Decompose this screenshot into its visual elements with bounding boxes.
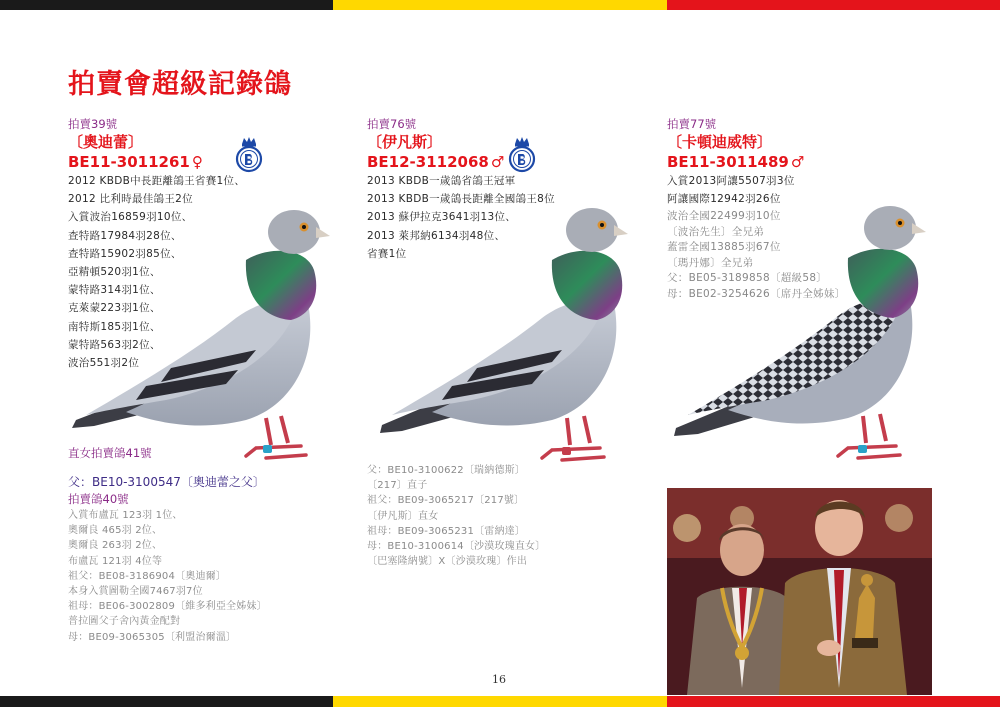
record-line: 入賞2013阿讓5507羽3位 — [667, 175, 795, 187]
kbdb-logo-icon — [505, 135, 539, 173]
pedigree-line: 父：BE05-3189858〔超級58〕 — [667, 272, 828, 285]
record-line: 2012 KBDB中長距離鴿王省賽1位、 — [68, 175, 246, 187]
pedigree-line: 〔217〕直子 — [367, 480, 428, 492]
stripe-yellow — [333, 0, 666, 10]
page-number: 16 — [492, 673, 506, 686]
pedigree-line: 〔波治先生〕全兄弟 — [667, 225, 765, 238]
record-line: 2013 KBDB一歲鴿省鴿王冠軍 — [367, 175, 516, 187]
pedigree-line: 〔瑪丹娜〕全兄弟 — [667, 256, 754, 269]
record-line: 克萊蒙223羽1位、 — [68, 302, 161, 315]
record-line: 2013 蘇伊拉克3641羽13位、 — [367, 211, 517, 224]
ring-number — [667, 152, 846, 172]
male-sex-icon: ♂ — [490, 153, 505, 171]
lot-number: 拍賣39號 — [68, 117, 118, 131]
record-line: 阿讓國際12942羽26位 — [667, 193, 781, 206]
pedigree-line: 波治全國22499羽10位 — [667, 210, 781, 223]
pedigree-block — [367, 463, 545, 569]
pedigree-line: 入賞布盧瓦 123羽 1位、 — [68, 510, 183, 521]
record-line: 2013 萊邦納6134羽48位、 — [367, 229, 506, 242]
pedigree-line: 奧爾良 465羽 2位、 — [68, 525, 163, 537]
ring-text: BE12-3112068 — [367, 153, 489, 171]
page-title: 拍賣會超級記錄鴿 — [68, 69, 292, 100]
stripe-black — [0, 0, 333, 10]
kbdb-logo-icon — [232, 135, 266, 173]
top-stripe — [0, 0, 1000, 10]
pigeon-image-cotton-de-witte — [668, 198, 938, 470]
record-line: 亞精頓520羽1位、 — [68, 266, 161, 279]
pedigree-line: 蓋雷全國13885羽67位 — [667, 241, 781, 254]
photo-scene — [667, 488, 932, 695]
ring-text: BE11-3011489 — [667, 153, 789, 171]
stripe-red — [667, 0, 1000, 10]
ring-number — [68, 152, 245, 172]
record-line: 查特路15902羽85位、 — [68, 247, 182, 260]
pedigree-line: 〔伊凡斯〕直女 — [367, 510, 439, 522]
record-line: 查特路17984羽28位、 — [68, 229, 182, 242]
pedigree-line: 祖母：BE09-3065231〔雷納達〕 — [367, 525, 526, 537]
daughter-pedigree — [68, 508, 267, 645]
record-line: 波治551羽2位 — [68, 357, 140, 370]
record-line: 蒙特路563羽2位、 — [68, 338, 161, 351]
pigeon-name: 〔卡頓迪威特〕 — [667, 133, 773, 151]
pedigree-line: 母：BE10-3100614〔沙漠玫瑰直女〕 — [367, 541, 546, 553]
bottom-stripe — [0, 696, 1000, 707]
record-line: 入賞波治16859羽10位、 — [68, 211, 193, 224]
pedigree-line: 〔巴塞隆納號〕X〔沙漠玫瑰〕作出 — [367, 556, 528, 568]
pedigree-line: 祖母：BE06-3002809〔維多利亞全姊妹〕 — [68, 601, 267, 613]
male-sex-icon: ♂ — [790, 153, 805, 171]
pedigree-line: 父：BE10-3100622〔瑞納德斯〕 — [367, 465, 526, 476]
pigeon-image-audrey — [66, 200, 336, 472]
pedigree-line: 祖父：BE08-3186904〔奧迪爾〕 — [68, 570, 227, 582]
stripe-red — [667, 696, 1000, 707]
record-line: 省賽1位 — [367, 247, 407, 260]
record-line: 2012 比利時最佳鴿王2位 — [68, 193, 193, 206]
father-line: 父：BE10-3100547〔奧迪蕾之父〕 — [68, 475, 265, 489]
pedigree-line: 母：BE09-3065305〔利盟治爾溫〕 — [68, 631, 237, 643]
pedigree-line: 母：BE02-3254626〔席丹全姊妹〕 — [667, 287, 846, 300]
female-sex-icon: ♀ — [191, 153, 203, 171]
lot-number: 拍賣76號 — [367, 117, 417, 131]
pigeon-name: 〔伊凡斯〕 — [367, 133, 443, 151]
record-line: 蒙特路314羽1位、 — [68, 284, 161, 297]
pedigree-line: 本身入賞圖勒全國7467羽7位 — [68, 586, 203, 598]
lot-40-label: 拍賣鴿40號 — [68, 492, 129, 506]
lot-number: 拍賣77號 — [667, 117, 717, 131]
ring-text: BE11-3011261 — [68, 153, 190, 171]
pedigree-line: 奧爾良 263羽 2位、 — [68, 540, 163, 552]
pedigree-line: 祖父：BE09-3065217〔217號〕 — [367, 495, 525, 507]
pedigree-line: 布盧瓦 121羽 4位等 — [68, 555, 163, 567]
pigeon-image-evans — [372, 200, 642, 472]
pigeon-name: 〔奧迪蕾〕 — [68, 133, 144, 151]
daughter-lot-title: 直女拍賣鴿41號 — [68, 446, 152, 460]
stripe-black — [0, 696, 333, 707]
trophy-presentation-photo — [667, 488, 932, 695]
pedigree-line: 普拉圖父子舍內黃金配對 — [68, 616, 181, 628]
record-line: 南特斯185羽1位、 — [68, 320, 161, 333]
record-line: 2013 KBDB一歲鴿長距離全國鴿王8位 — [367, 193, 555, 206]
stripe-yellow — [333, 696, 666, 707]
